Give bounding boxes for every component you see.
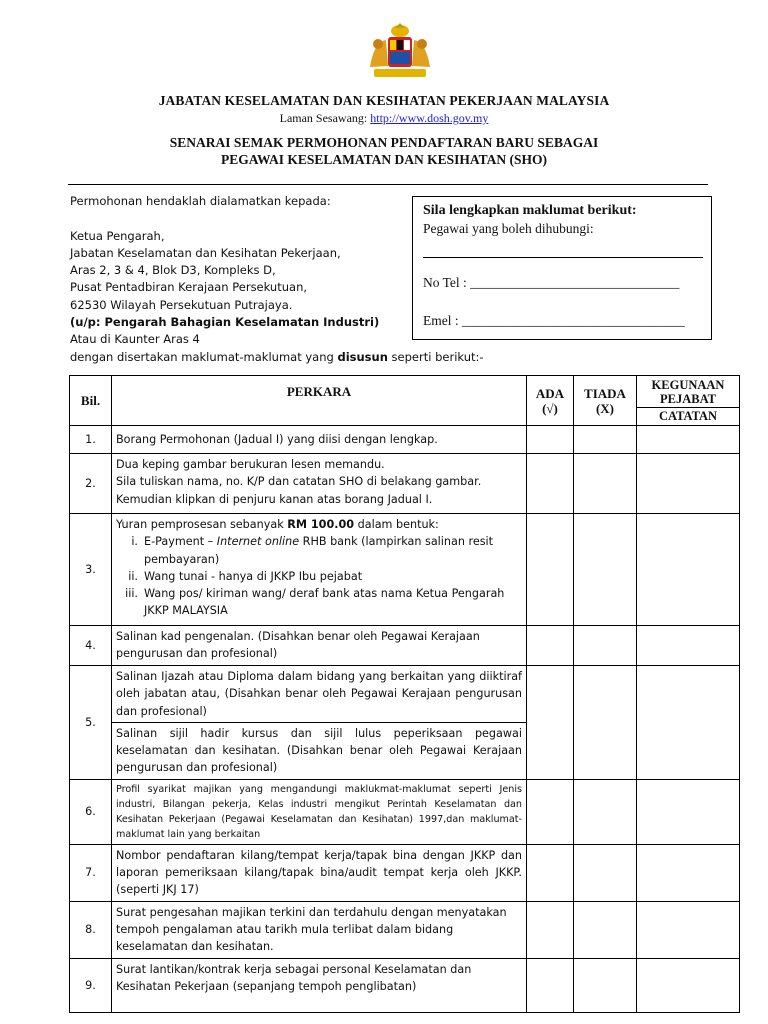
address-line: Pusat Pentadbiran Kerajaan Persekutuan, [70, 280, 308, 295]
address-line: Jabatan Keselamatan dan Kesihatan Pekerjaan, [70, 245, 341, 260]
ada-check-cell[interactable] [527, 779, 574, 844]
ada-check-cell[interactable] [527, 626, 574, 666]
address-line: Ketua Pengarah, [70, 228, 165, 243]
header-ada-symbol: (√) [542, 400, 558, 416]
header-tiada-symbol: (X) [595, 400, 615, 416]
closing-text: dengan disertakan maklumat-maklumat yang [70, 349, 338, 364]
header-bil: Bil. [70, 376, 112, 426]
option-number: iii. [125, 587, 138, 601]
header-catatan: CATATAN [637, 408, 740, 426]
option-text: Wang pos/ kiriman wang/ deraf bank atas nama Ketua Pengarah JKKP MALAYSIA [144, 587, 505, 618]
ada-check-cell[interactable] [527, 426, 574, 454]
row-number: 1. [70, 426, 112, 454]
row-number: 7. [70, 844, 112, 901]
header-tiada-label: TIADA [584, 385, 626, 401]
website-line [0, 111, 768, 126]
row-description: Nombor pendaftaran kilang/tempat kerja/tapak bina dengan JKKP dan laporan pemeriksaan kilang/tapak bina/audit tempat kerja oleh JKKP. (seperti JKJ 17) [112, 844, 527, 901]
website-link[interactable]: http://www.dosh.gov.my [370, 111, 489, 125]
table-row [70, 901, 740, 958]
contact-person-label: Pegawai yang boleh dihubungi: [423, 221, 594, 236]
catatan-cell[interactable] [637, 426, 740, 454]
row-number: 5. [70, 666, 112, 780]
document-title [0, 134, 768, 168]
contact-box-title: Sila lengkapkan maklumat berikut: [423, 203, 637, 218]
header-ada-label: ADA [535, 385, 565, 401]
table-row [70, 454, 740, 514]
row-number: 2. [70, 454, 112, 514]
option-number: i. [131, 535, 138, 549]
payment-option [116, 568, 522, 585]
address-line: 62530 Wilayah Persekutuan Putrajaya. [70, 297, 293, 312]
row-description-line: Dua keping gambar berukuran lesen memandu. [116, 458, 385, 471]
catatan-cell[interactable] [637, 844, 740, 901]
option-text-part: E-Payment – [144, 535, 217, 549]
row-description: Salinan sijil hadir kursus dan sijil lulus peperiksaan pegawai keselamatan dan kesihatan. (Disahkan benar oleh Pegawai Kerajaan pengurusan dan profesional) [112, 722, 527, 779]
table-row [70, 666, 740, 723]
row-description [112, 454, 527, 514]
ada-check-cell[interactable] [527, 666, 574, 780]
contact-info-box [412, 196, 712, 340]
tiada-check-cell[interactable] [574, 626, 637, 666]
row-description-line: Sila tuliskan nama, no. K/P dan catatan SHO di belakang gambar. [116, 475, 482, 489]
row-number: 3. [70, 514, 112, 626]
catatan-cell[interactable] [637, 666, 740, 780]
tiada-check-cell[interactable] [574, 426, 637, 454]
checklist-table [69, 375, 740, 1013]
ada-check-cell[interactable] [527, 901, 574, 958]
row-description: Salinan Ijazah atau Diploma dalam bidang yang berkaitan yang diiktiraf oleh jabatan atau, (Disahkan benar oleh Pegawai Kerajaan pengurusan dan profesional) [112, 666, 527, 723]
header-perkara: PERKARA [112, 376, 527, 426]
table-row [70, 844, 740, 901]
address-line: Aras 2, 3 & 4, Blok D3, Kompleks D, [70, 263, 276, 278]
header-ada [527, 376, 574, 426]
row-number: 8. [70, 901, 112, 958]
row-description-line: Kemudian klipkan di penjuru kanan atas borang Jadual I. [116, 492, 433, 506]
table-row [70, 958, 740, 1012]
table-row [70, 514, 740, 626]
fee-intro-text-end: dalam bentuk: [354, 518, 439, 531]
row-description [112, 514, 527, 626]
header-divider [68, 184, 708, 185]
document-title-line-1: SENARAI SEMAK PERMOHONAN PENDAFTARAN BARU SEBAGAI [169, 135, 599, 150]
option-text: Wang tunai - hanya di JKKP Ibu pejabat [144, 569, 363, 583]
address-intro: Permohonan hendaklah dialamatkan kepada: [70, 194, 331, 208]
payment-option [116, 585, 522, 620]
payment-option [116, 533, 522, 568]
tiada-check-cell[interactable] [574, 779, 637, 844]
tiada-check-cell[interactable] [574, 514, 637, 626]
catatan-cell[interactable] [637, 514, 740, 626]
fee-intro-text: Yuran pemprosesan sebanyak [116, 518, 288, 531]
catatan-cell[interactable] [637, 454, 740, 514]
ada-check-cell[interactable] [527, 958, 574, 1012]
fee-intro [116, 516, 522, 533]
table-row [70, 779, 740, 844]
option-text-part: RHB bank (lampirkan salinan resit pembayaran) [144, 535, 494, 566]
row-number: 4. [70, 626, 112, 666]
tiada-check-cell[interactable] [574, 454, 637, 514]
option-text [144, 533, 522, 568]
row-description: Surat pengesahan majikan terkini dan terdahulu dengan menyatakan tempoh pengalaman atau tarikh mula terlibat dalam bidang keselamatan dan kesihatan. [112, 901, 527, 958]
catatan-cell[interactable] [637, 626, 740, 666]
catatan-cell[interactable] [637, 779, 740, 844]
row-description: Surat lantikan/kontrak kerja sebagai personal Keselamatan dan Kesihatan Pekerjaan (sepanjang tempoh penglibatan) [112, 958, 527, 1012]
tiada-check-cell[interactable] [574, 844, 637, 901]
closing-text-end: seperti berikut:- [387, 349, 484, 364]
catatan-cell[interactable] [637, 958, 740, 1012]
header-tiada [574, 376, 637, 426]
tiada-check-cell[interactable] [574, 958, 637, 1012]
contact-person-field[interactable] [423, 257, 703, 258]
closing-bold-text: disusun [337, 349, 388, 364]
document-title-line-2: PEGAWAI KESELAMATAN DAN KESIHATAN (SHO) [220, 152, 548, 167]
address-counter: Atau di Kaunter Aras 4 [70, 332, 200, 347]
tiada-check-cell[interactable] [574, 901, 637, 958]
row-number: 6. [70, 779, 112, 844]
website-label: Laman Sesawang: [279, 111, 368, 125]
phone-field[interactable]: No Tel : _______________________________ [423, 275, 680, 290]
organization-name: JABATAN KESELAMATAN DAN KESIHATAN PEKERJAAN MALAYSIA [158, 93, 610, 108]
catatan-cell[interactable] [637, 901, 740, 958]
option-text-italic: Internet online [216, 535, 300, 549]
table-row [70, 426, 740, 454]
row-description: Profil syarikat majikan yang mengandungi maklukmat-maklumat seperti Jenis industri, Bilangan pekerja, Kelas industri mengikut Perintah Keselamatan dan Kesihatan Pekerjaan (Pegawai Keselamatan dan Kesihatan) 1997,dan maklumat-maklumat lain yang berkaitan [112, 779, 527, 844]
ada-check-cell[interactable] [527, 514, 574, 626]
header-kegunaan-pejabat: KEGUNAAN PEJABAT [637, 376, 740, 408]
row-description: Borang Permohonan (Jadual I) yang diisi dengan lengkap. [112, 426, 527, 454]
fee-amount: RM 100.00 [287, 518, 355, 531]
row-description: Salinan kad pengenalan. (Disahkan benar oleh Pegawai Kerajaan pengurusan dan profesional) [112, 626, 527, 666]
address-closing [70, 349, 484, 366]
row-number: 9. [70, 958, 112, 1012]
ada-check-cell[interactable] [527, 844, 574, 901]
email-field[interactable]: Emel : _________________________________ [423, 313, 685, 328]
malaysia-coat-of-arms-icon [360, 22, 440, 82]
ada-check-cell[interactable] [527, 454, 574, 514]
tiada-check-cell[interactable] [574, 666, 637, 780]
option-number: ii. [128, 569, 138, 583]
table-row [70, 626, 740, 666]
address-attention: (u/p: Pengarah Bahagian Keselamatan Industri) [70, 315, 380, 330]
